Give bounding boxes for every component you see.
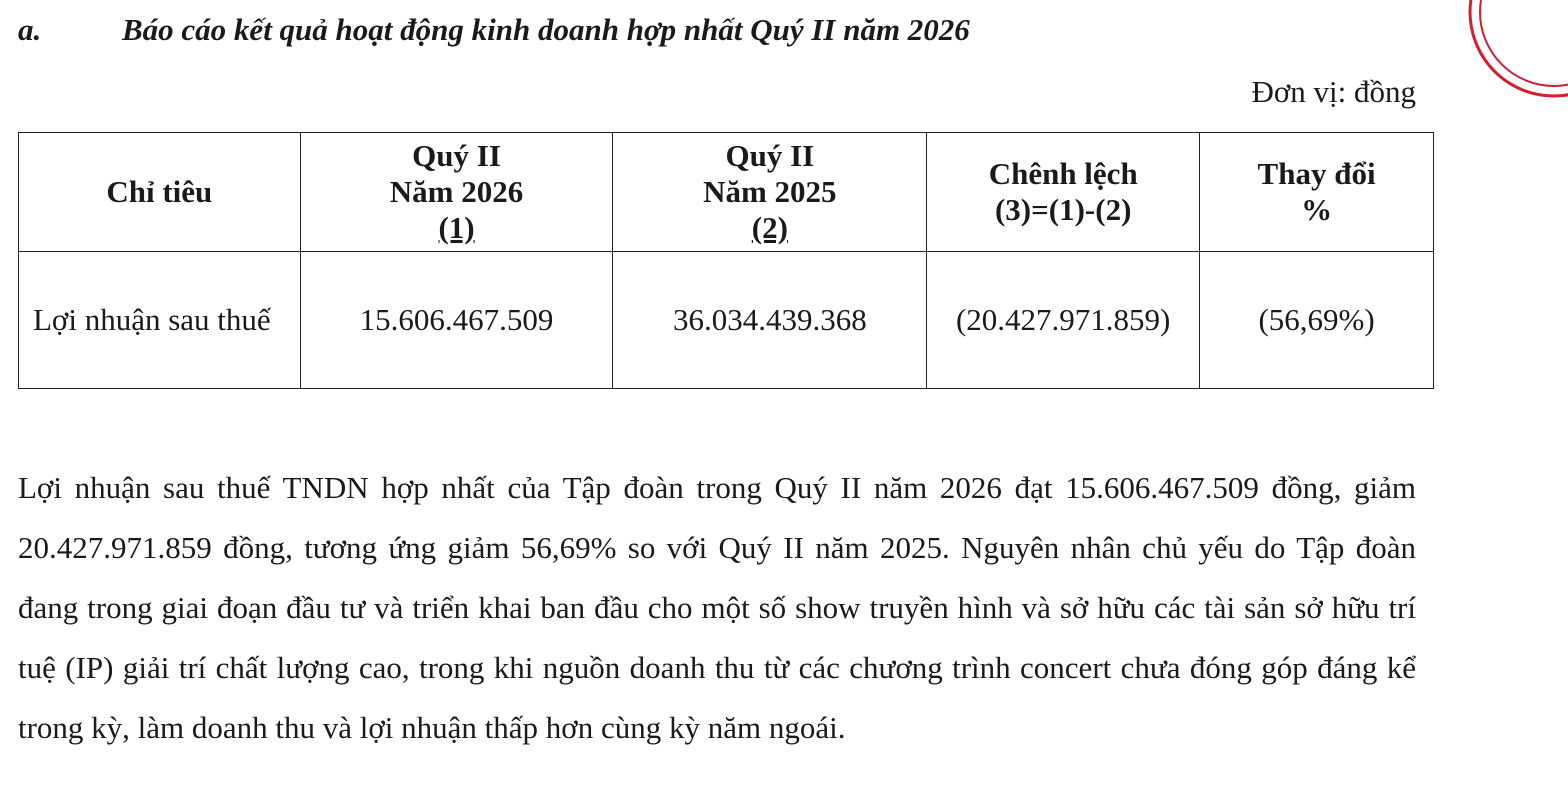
cell-difference: (20.427.971.859) (927, 252, 1200, 389)
header-q2-2026 (300, 133, 613, 252)
stamp-inner-ring (1480, 0, 1568, 86)
header-q2-2025-index: (2) (751, 210, 788, 245)
header-change-pct (1200, 133, 1434, 252)
header-difference-formula: (3)=(1)-(2) (994, 192, 1132, 227)
header-q2-2026-quarter: Quý II (412, 138, 501, 173)
cell-q2-2025: 36.034.439.368 (613, 252, 927, 389)
header-change-label: Thay đổi (1257, 156, 1376, 191)
unit-label: Đơn vị: đồng (1251, 74, 1416, 109)
explanation-paragraph: Lợi nhuận sau thuế TNDN hợp nhất của Tập đoàn trong Quý II năm 2026 đạt 15.606.467.509 đồng, giảm 20.427.971.859 đồng, tương ứng giảm 56,69% so với Quý II năm 2025. Nguyên nhân chủ yếu do Tập đoàn đang trong giai đoạn đầu tư và triển khai ban đầu cho một số show truyền hình và sở hữu các tài sản sở hữu trí tuệ (IP) giải trí chất lượng cao, trong khi nguồn doanh thu từ các chương trình concert chưa đóng góp đáng kể trong kỳ, làm doanh thu và lợi nhuận thấp hơn cùng kỳ năm ngoái. (18, 470, 1416, 745)
section-heading (18, 12, 970, 48)
row-label: Lợi nhuận sau thuế (19, 252, 301, 389)
header-q2-2026-year: Năm 2026 (389, 174, 524, 209)
section-title: Báo cáo kết quả hoạt động kinh doanh hợp nhất Quý II năm 2026 (122, 12, 970, 47)
table-header-row (19, 133, 1434, 252)
results-table (18, 132, 1434, 389)
header-change-unit: % (1301, 192, 1333, 227)
header-indicator-label: Chỉ tiêu (106, 174, 213, 209)
header-q2-2025 (613, 133, 927, 252)
header-difference (927, 133, 1200, 252)
table-row (19, 252, 1434, 389)
header-q2-2025-quarter: Quý II (725, 138, 815, 173)
header-difference-label: Chênh lệch (988, 156, 1138, 191)
header-indicator (19, 133, 301, 252)
cell-q2-2026: 15.606.467.509 (300, 252, 613, 389)
stamp-outer-ring (1470, 0, 1568, 96)
header-q2-2025-year: Năm 2025 (703, 174, 837, 209)
section-marker: a. (18, 12, 42, 47)
red-seal-stamp (1464, 0, 1568, 102)
cell-change-pct: (56,69%) (1200, 252, 1434, 389)
header-q2-2026-index: (1) (438, 210, 475, 245)
